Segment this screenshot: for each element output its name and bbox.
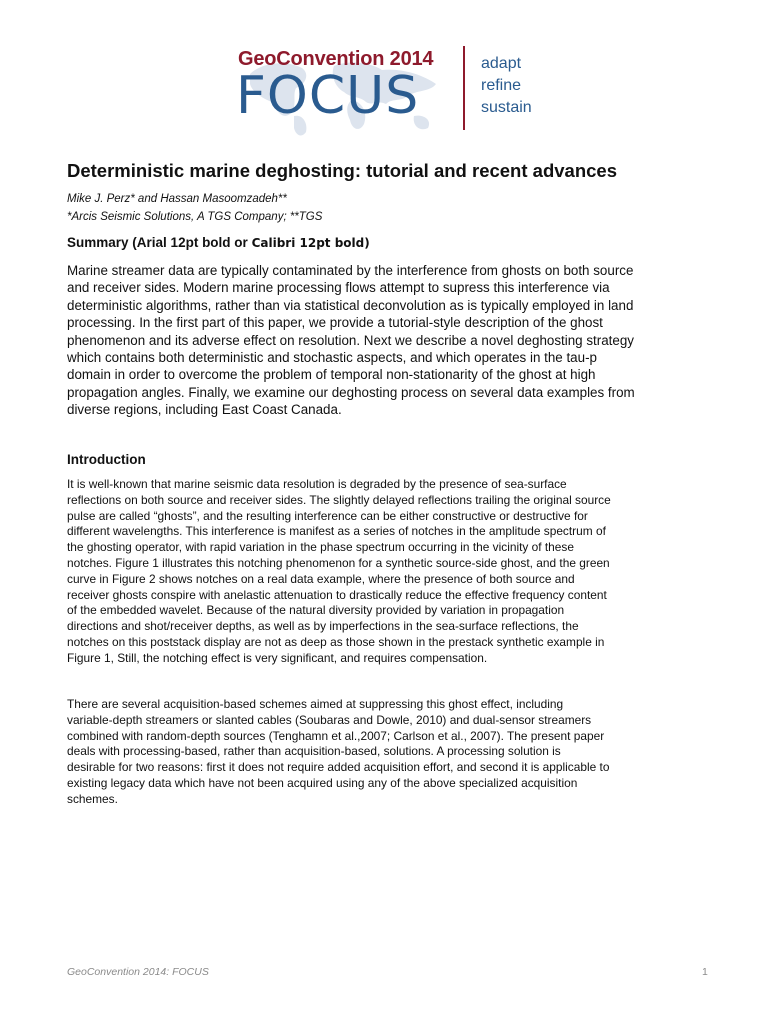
logo-divider — [463, 46, 465, 130]
paper-title: Deterministic marine deghosting: tutorial and recent advances — [67, 160, 617, 181]
summary-paragraph — [67, 262, 707, 419]
logo-taglines — [481, 53, 532, 119]
intro-line: pulse are called “ghosts”, and the resulting interference can be either constructive or destructive for — [67, 508, 588, 523]
summary-line: diverse regions, including East Coast Canada. — [67, 402, 342, 418]
introduction-heading: Introduction — [67, 452, 146, 467]
focus-wordmark: FOCUS — [236, 66, 420, 126]
intro-line: existing legacy data which have not been acquired using any of the above specialized acquisition — [67, 775, 578, 790]
intro-line: Figure 1, Still, the notching effect is very significant, and requires compensation. — [67, 650, 488, 665]
intro-line: deals with processing-based, rather than acquisition-based, solutions. A processing solution is — [67, 744, 561, 759]
intro-line: the ghosting operator, with rapid variation in the phase spectrum occurring in the vicinity of these — [67, 540, 574, 555]
summary-line: processing. In the first part of this paper, we provide a tutorial-style description of the ghost — [67, 315, 603, 331]
intro-line: combined with random-depth sources (Tenghamn et al.,2007; Carlson et al., 2007). The present paper — [67, 728, 605, 743]
tagline-sustain: sustain — [481, 99, 532, 116]
summary-line: Marine streamer data are typically contaminated by the interference from ghosts on both source — [67, 263, 634, 278]
paper-affiliations: *Arcis Seismic Solutions, A TGS Company; **TGS — [67, 211, 323, 223]
summary-line: and receiver sides. Modern marine processing flows attempt to supress this interference via — [67, 280, 610, 296]
conference-logo — [232, 40, 542, 140]
intro-line: directions and shot/receiver depths, as well as by imperfections in the sea-surface reflections, the — [67, 619, 579, 634]
intro-line: notches. Figure 1 illustrates this notching phenomenon for a synthetic source-side ghost, and the green — [67, 555, 610, 570]
summary-heading-note-calibri: Calibri 12pt bold) — [251, 236, 370, 250]
intro-line: of the embedded wavelet. Because of the natural diversity provided by variation in propagation — [67, 603, 565, 618]
intro-line: receiver ghosts conspire with anelastic attenuation to drastically reduce the effective frequency content — [67, 587, 607, 602]
intro-line: different wavelengths. This interference is manifest as a series of notches in the amplitude spectrum of — [67, 524, 606, 539]
page-number: 1 — [702, 966, 708, 978]
summary-line: phenomenon and its adverse effect on resolution. Next we describe a novel deghosting strategy — [67, 332, 634, 348]
introduction-paragraph-1 — [67, 477, 707, 667]
intro-line: reflections on both source and receiver sides. The slightly delayed reflections trailing the original source — [67, 492, 611, 507]
intro-line: variable-depth streamers or slanted cables (Soubaras and Dowle, 2010) and dual-sensor streamers — [67, 712, 592, 727]
summary-heading-text: Summary — [67, 235, 129, 250]
intro-line: notches on this poststack display are not as deep as those shown in the prestack synthetic example in — [67, 634, 605, 649]
intro-line: It is well-known that marine seismic data resolution is degraded by the presence of sea-surface — [67, 477, 567, 491]
intro-line: schemes. — [67, 791, 118, 806]
footer-conference: GeoConvention 2014: FOCUS — [67, 966, 209, 978]
summary-line: which contains both deterministic and stochastic aspects, and which operates in the tau-p — [67, 350, 597, 366]
tagline-refine: refine — [481, 77, 522, 94]
tagline-adapt: adapt — [481, 55, 522, 72]
conference-name: GeoConvention 2014 — [238, 48, 434, 70]
intro-line: desirable for two reasons: first it does not require added acquisition effort, and second it is applicable to — [67, 760, 610, 775]
summary-line: domain in order to overcome the problem of temporal non-stationarity of the ghost at high — [67, 367, 596, 383]
summary-heading — [67, 235, 370, 250]
intro-line: There are several acquisition-based schemes aimed at suppressing this ghost effect, including — [67, 697, 564, 711]
summary-line: deterministic algorithms, rather than via statistical deconvolution as is typically employed in land — [67, 297, 634, 313]
intro-line: curve in Figure 2 shows notches on a real data example, where the presence of both source and — [67, 571, 575, 586]
summary-line: propagation angles. Finally, we examine our deghosting process on several data examples from — [67, 384, 635, 400]
introduction-paragraph-2 — [67, 697, 707, 808]
paper-authors: Mike J. Perz* and Hassan Masoomzadeh** — [67, 193, 287, 205]
summary-heading-note-arial: (Arial 12pt bold or — [132, 235, 248, 250]
